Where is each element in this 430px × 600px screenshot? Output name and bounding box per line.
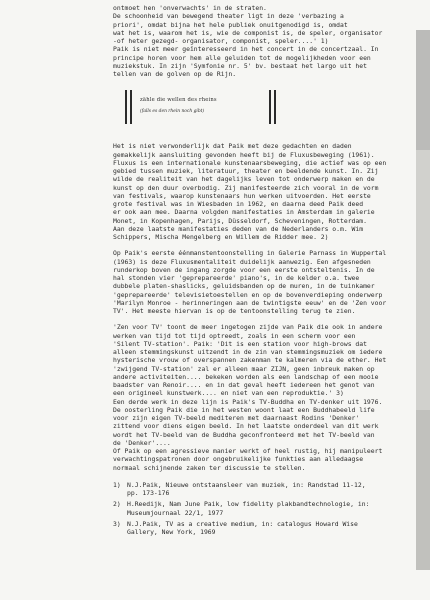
scan-edge-shadow [416,410,430,570]
score-bar-left [130,90,132,124]
text-line: -of heter gezegd- organisator, componist, speler....' 1) [113,37,329,45]
text-line: van festivals, waarop kunstenaars hun werken uitvoerden. Het eerste [113,191,371,200]
text-line: 'Marilyn Monroe - herinneringen aan de twintigste eeuw' en de 'Zen voor [113,298,387,307]
footnote-text: Museumjournaal 22/1, 1977 [127,508,224,517]
text-line: Een derde werk in deze lijn is Paik's TV-Buddha en TV-denker uit 1976. [113,397,383,406]
paragraph-fluxus [113,142,413,241]
text-column [113,4,413,539]
text-line: Op Paik's eerste éénmanstentoonstelling in Galerie Parnass in Wuppertal [113,249,387,258]
text-line: baadster van Renoir.... en in dat geval heeft iedereen het genot van [113,381,375,389]
footnote-number: 2) [113,500,121,509]
text-line: 'geprepareerde' televisietoestellen en op de bovenverdieping onderwerp [113,290,383,299]
text-line: Schippers, Mischa Mengelberg en Willem de Ridder mee. 2) [113,233,329,241]
footnote-text: pp. 173-176 [127,489,170,497]
footnotes [113,481,413,537]
footnote [113,500,413,517]
text-line: Of Paik op een agressieve manier werkt of heel rustig, hij manipuleert [113,447,383,455]
score-bar-right [274,90,276,124]
text-line: principe horen voor hem alle geluiden tot de mogelijkheden voor een [113,53,371,62]
text-line: hysterische vrouw of overspannen zakenman te kalmeren via de ether. Het [113,356,387,365]
text-line: een origineel kunstwerk.... en niet van een reproduktie.' 3) [113,389,344,398]
text-line: De oosterling Paik die in het westen woont laat een Buddhabeeld life [113,405,375,414]
paragraph-intro [113,4,413,78]
text-line: gebied tussen muziek, literatuur, theater en beeldende kunst. In. Zij [113,167,379,175]
text-line: hal stonden vier 'geprepareerde' piano's, in de kelder o.a. twee [113,274,360,282]
text-line: alleen stemmingskunst uitzendt in de zin van stemmingsmuziek om iedere [113,348,383,356]
text-line: 'Silent TV-station'. Paik: 'Dit is een station voor high-brows dat [113,339,367,348]
text-line: TV'. Het meeste hiervan is op de tentoonstelling terug te zien. [113,307,356,315]
score-bar-left [125,90,127,124]
text-line: 'zwijgend TV-station' zal er alleen maar ZIJN, geen inbreuk maken op [113,364,375,373]
paragraph-exhibition [113,249,413,315]
footnote-number: 1) [113,480,121,489]
footnote-text: N.J.Paik, TV as a creative medium, in: catalogus Howard Wise [127,519,358,528]
text-line: wordt het TV-beeld van de Buddha geconfronteerd met het TV-beeld van [113,430,375,439]
text-line: verwachtingspatronen door ongebruikelijke funkties aan alledaagse [113,455,364,464]
text-line: grote festival was in Wiesbaden in 1962, en daarna deed Paik deed [113,200,364,208]
footnote-text: N.J.Paik, Nieuwe ontstaansleer van muziek, in: Randstad 11-12, [127,480,366,489]
text-line: normaal schijnende zaken ter discussie te stellen. [113,463,306,472]
score-bar-right [269,90,271,124]
score-note: (falls es den rhein noch gibt) [140,109,205,115]
text-line: tellen van de golven op de Rijn. [113,70,237,78]
text-line: voor zijn eigen TV-beeld mediteren met daarnaast Rodins 'Denker' [113,414,360,422]
text-line: Het is niet verwonderlijk dat Paik met deze gedachten en daden [113,142,352,151]
text-line: (1963) is deze Fluxusmentaliteit duidelijk aanwezig. Een afgesneden [113,257,371,266]
footnote-number: 3) [113,519,121,528]
text-line: wilde de realiteit van het dagelijks leven tot onderwerp maken en de [113,175,375,184]
text-line: zittend voor diens eigen beeld. In het laatste onderdeel van dit werk [113,422,379,431]
paragraph-zen-tv [113,323,413,472]
text-line: muziekstuk. In zijn 'Symfonie nr. 5' bv. bestaat het largo uit het [113,61,367,70]
text-line: 'Zen voor TV' toont de meer ingetogen zijde van Paik die ook in andere [113,323,383,332]
footnote-text: Gallery, New York, 1969 [127,528,216,536]
text-line: runderkop boven de ingang zorgde voor een eerste ontsteltenis. In de [113,265,375,274]
text-line: de 'Denker'.... [113,438,171,447]
text-line: Paik is niet meer geïnteresseerd in het concert in de concertzaal. In [113,45,379,54]
scan-edge-shadow [416,30,430,150]
score-figure [113,90,413,128]
footnote [113,481,413,498]
text-line: kunst op den duur overbodig. Zij manifesteerde zich vooral in de vorm [113,183,379,192]
text-line: Monet, in Kopenhagen, Parijs, Düsseldorf, Scheveningen, Rotterdam. [113,216,367,225]
text-line: wat het is, waarom het is, wie de componist is, de speler, organisator [113,28,383,37]
footnote-text: H.Reedijk, Nam June Paik, low fidelity plakbandtechnologie, in: [127,500,370,509]
text-line: gemakkelijk aansluiting gevonden heeft bij de Fluxusbeweging (1961). [113,150,375,159]
score-instruction: zähle die wellen des rheins [140,97,217,104]
text-line: priori', omdat bijna het hele publiek onuitgenodigd is, omdat [113,20,348,29]
text-line: andere activiteiten.... bekeken worden als een landschap of een mooie [113,372,379,381]
text-line: dubbele platen-shaslicks, geluidsbanden op de muren, in de tuinkamer [113,282,375,291]
footnote [113,520,413,537]
text-line: Aan deze laatste manifestaties deden van de Nederlanders o.m. Wim [113,224,364,233]
text-line: De schoonheid van bewegend theater ligt in deze 'verbazing a [113,12,344,21]
text-line: er ook aan mee. Daarna volgden manifestaties in Amsterdam in galerie [113,208,375,217]
text-line: ontmoet hen 'onverwachts' in de straten. [113,4,267,12]
text-line: Fluxus is een internationale kunstenaarsbeweging, die actief was op een [113,158,387,167]
scan-edge-shadow [416,150,430,410]
text-line: werken van tijd tot tijd optreedt, zoals in een scherm voor een [113,331,356,340]
